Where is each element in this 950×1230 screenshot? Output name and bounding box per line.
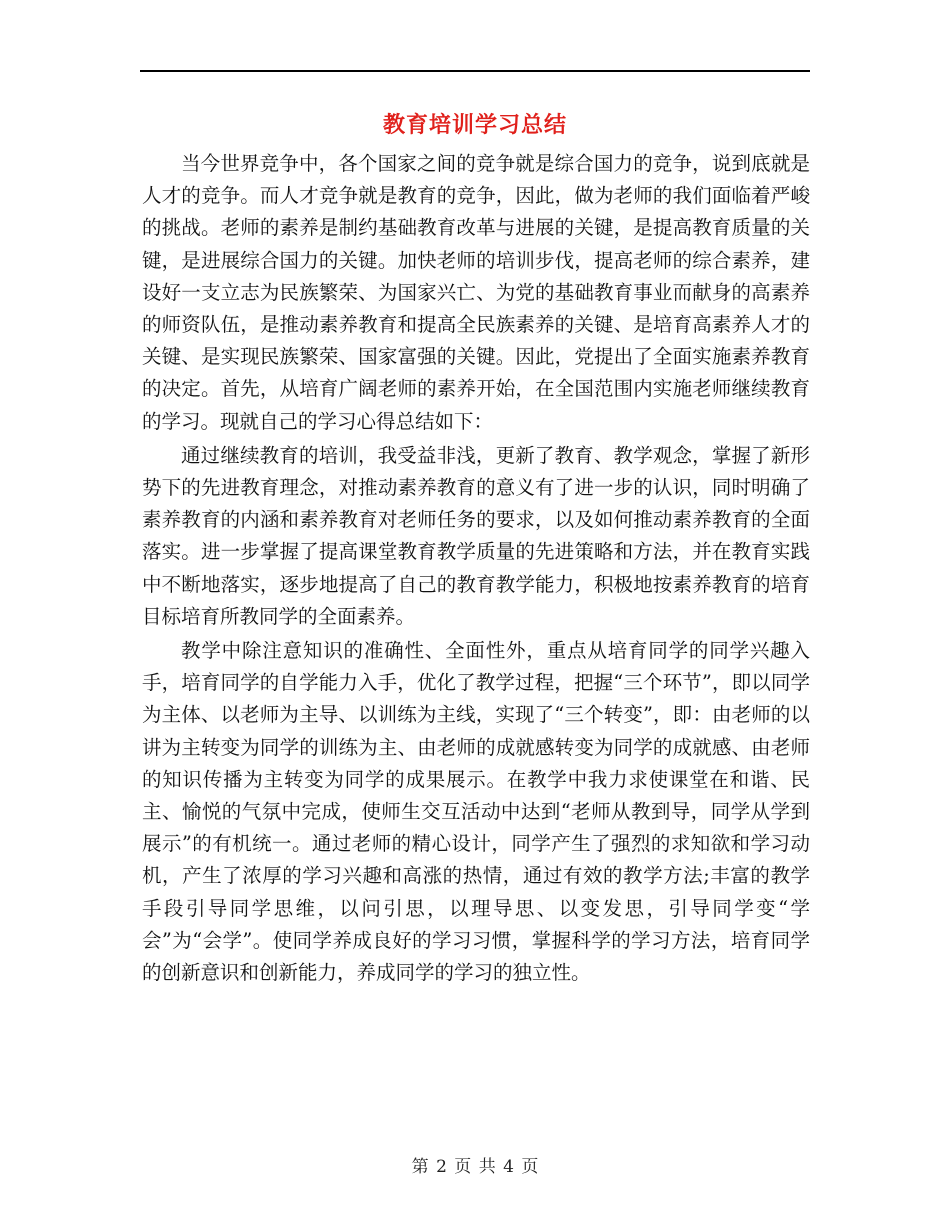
paragraph: 教学中除注意知识的准确性、全面性外，重点从培育同学的同学兴趣入手，培育同学的自学能力入手，优化了教学过程，把握“三个环节”，即以同学为主体、以老师为主导、以训练为主线，实现了“三个转变”，即：由老师的以讲为主转变为同学的训练为主、由老师的成就感转变为同学的成就感、由老师的知识传播为主转变为同学的成果展示。在教学中我力求使课堂在和谐、民主、愉悦的气氛中完成，使师生交互活动中达到“老师从教到导，同学从学到展示”的有机统一。通过老师的精心设计，同学产生了强烈的求知欲和学习动机，产生了浓厚的学习兴趣和高涨的热情，通过有效的教学方法;丰富的教学手段引导同学思维，以问引思，以理导思、以变发思，引导同学变“学会”为“会学”。使同学养成良好的学习习惯，掌握科学的学习方法，培育同学的创新意识和创新能力，养成同学的学习的独立性。 (142, 639, 810, 985)
header-rule (140, 70, 810, 72)
document-body (142, 148, 810, 991)
page-footer: 第 2 页 共 4 页 (411, 1157, 539, 1177)
paragraph: 通过继续教育的培训，我受益非浅，更新了教育、教学观念，掌握了新形势下的先进教育理念，对推动素养教育的意义有了进一步的认识，同时明确了素养教育的内涵和素养教育对老师任务的要求，以及如何推动素养教育的全面落实。进一步掌握了提高课堂教育教学质量的先进策略和方法，并在教育实践中不断地落实，逐步地提高了自己的教育教学能力，积极地按素养教育的培育目标培育所教同学的全面素养。 (142, 443, 810, 628)
paragraph: 当今世界竞争中，各个国家之间的竞争就是综合国力的竞争，说到底就是人才的竞争。而人才竞争就是教育的竞争，因此，做为老师的我们面临着严峻的挑战。老师的素养是制约基础教育改革与进展的关键，是提高教育质量的关键，是进展综合国力的关键。加快老师的培训步伐，提高老师的综合素养，建设好一支立志为民族繁荣、为国家兴亡、为党的基础教育事业而献身的高素养的师资队伍，是推动素养教育和提高全民族素养的关键、是培育高素养人才的关键、是实现民族繁荣、国家富强的关键。因此，党提出了全面实施素养教育的决定。首先，从培育广阔老师的素养开始，在全国范围内实施老师继续教育的学习。现就自己的学习心得总结如下： (142, 152, 810, 433)
document-title: 教育培训学习总结 (382, 112, 567, 138)
